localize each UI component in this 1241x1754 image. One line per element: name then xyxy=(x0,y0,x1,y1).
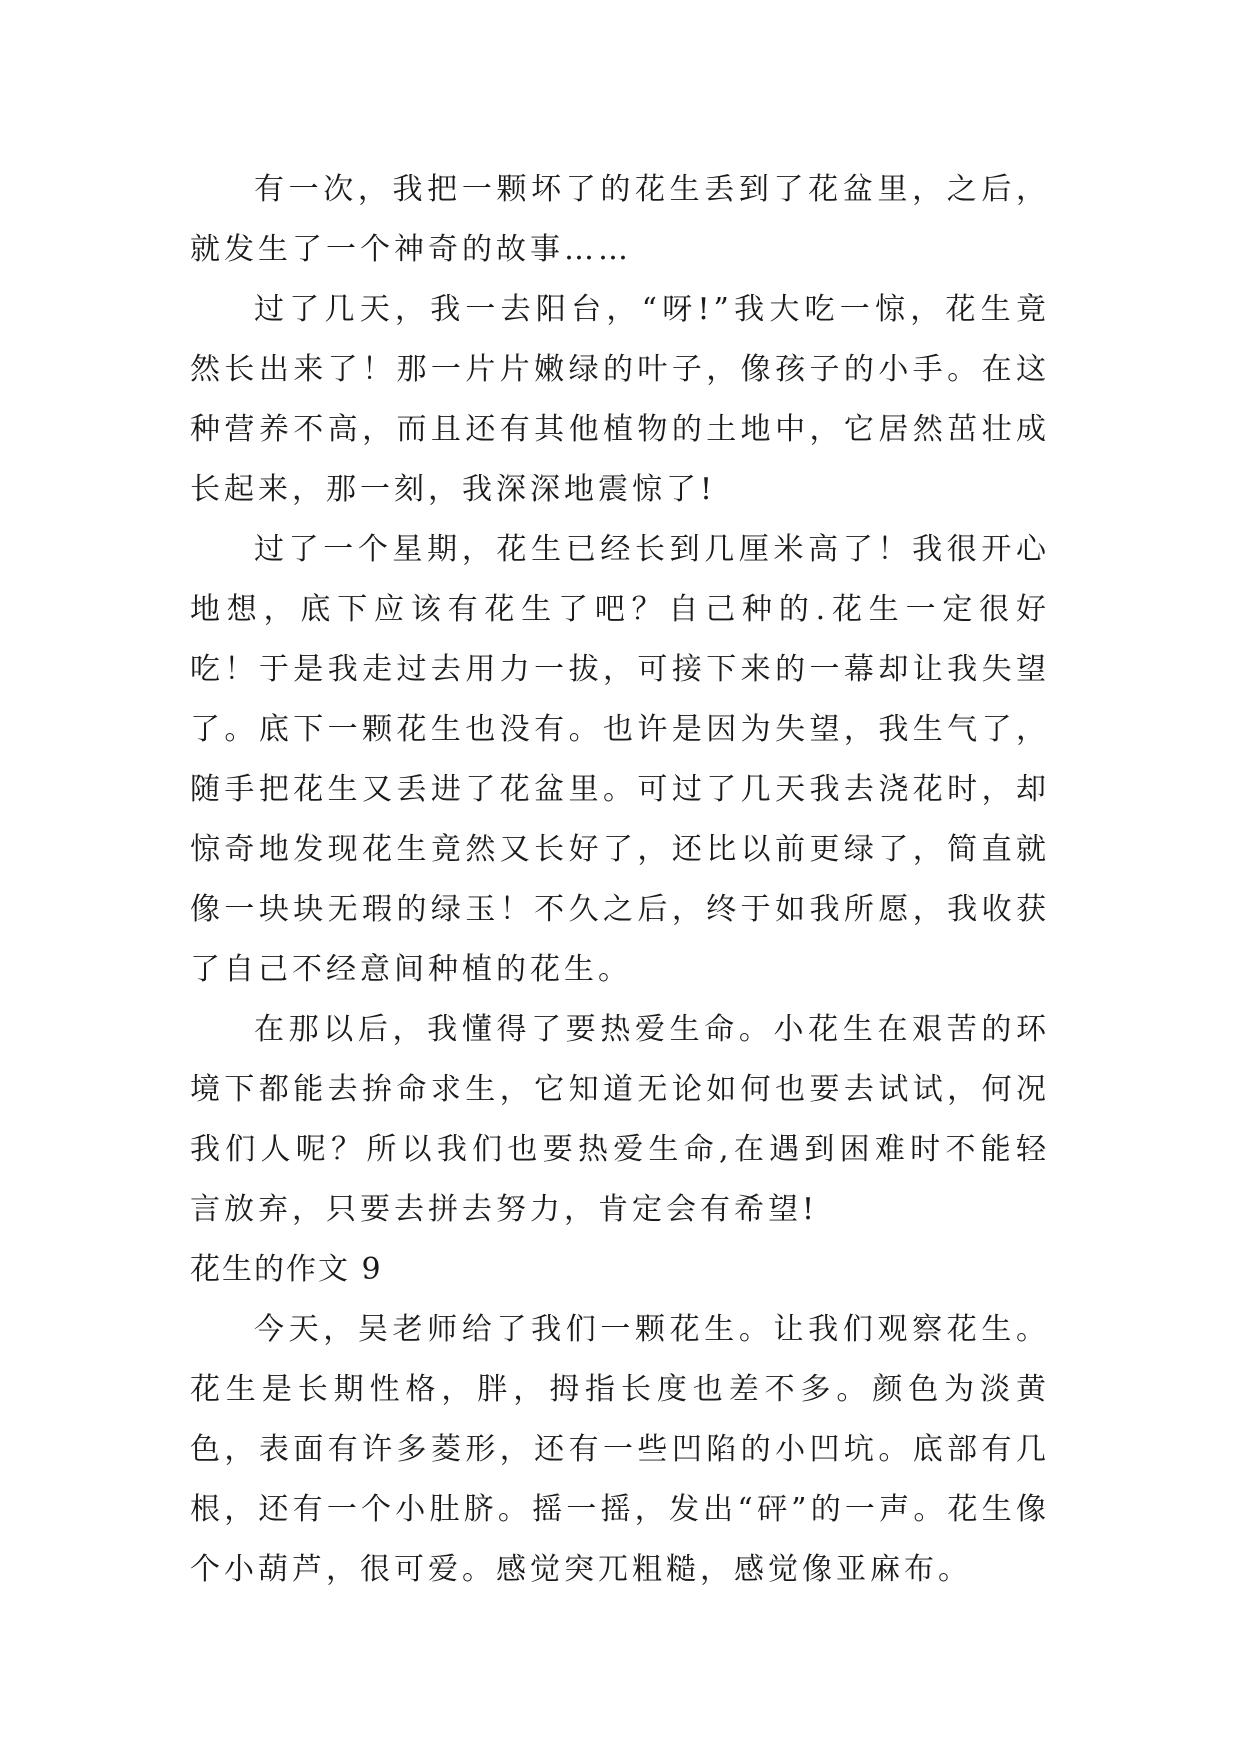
paragraph: 有一次，我把一颗坏了的花生丢到了花盆里，之后，就发生了一个神奇的故事…… xyxy=(190,172,1050,267)
paragraph: 今天，吴老师给了我们一颗花生。让我们观察花生。花生是长期性格，胖，拇指长度也差不多。颜色为淡黄色，表面有许多菱形，还有一些凹陷的小凹坑。底部有几根，还有一个小肚脐。摇一摇，发出“砰”的一声。花生像个小葫芦，很可爱。感觉突兀粗糙，感觉像亚麻布。 xyxy=(190,1312,1050,1587)
paragraph: 过了几天，我一去阳台，“呀!”我大吃一惊，花生竟然长出来了！那一片片嫩绿的叶子，像孩子的小手。在这种营养不高，而且还有其他植物的土地中，它居然茁壮成长起来，那一刻，我深深地震惊了! xyxy=(190,292,1050,507)
paragraph: 在那以后，我懂得了要热爱生命。小花生在艰苦的环境下都能去拚命求生，它知道无论如何也要去试试，何况我们人呢？所以我们也要热爱生命,在遇到困难时不能轻言放弃，只要去拼去努力，肯定会有希望! xyxy=(190,1012,1050,1227)
document-body xyxy=(190,160,1050,1600)
section-heading: 花生的作文 9 xyxy=(190,1252,383,1287)
paragraph: 过了一个星期，花生已经长到几厘米高了！我很开心地想，底下应该有花生了吧？自己种的.花生一定很好吃！于是我走过去用力一拔，可接下来的一幕却让我失望了。底下一颗花生也没有。也许是因为失望，我生气了，随手把花生又丢进了花盆里。可过了几天我去浇花时，却惊奇地发现花生竟然又长好了，还比以前更绿了，简直就像一块块无瑕的绿玉！不久之后，终于如我所愿，我收获了自己不经意间种植的花生。 xyxy=(190,532,1050,987)
